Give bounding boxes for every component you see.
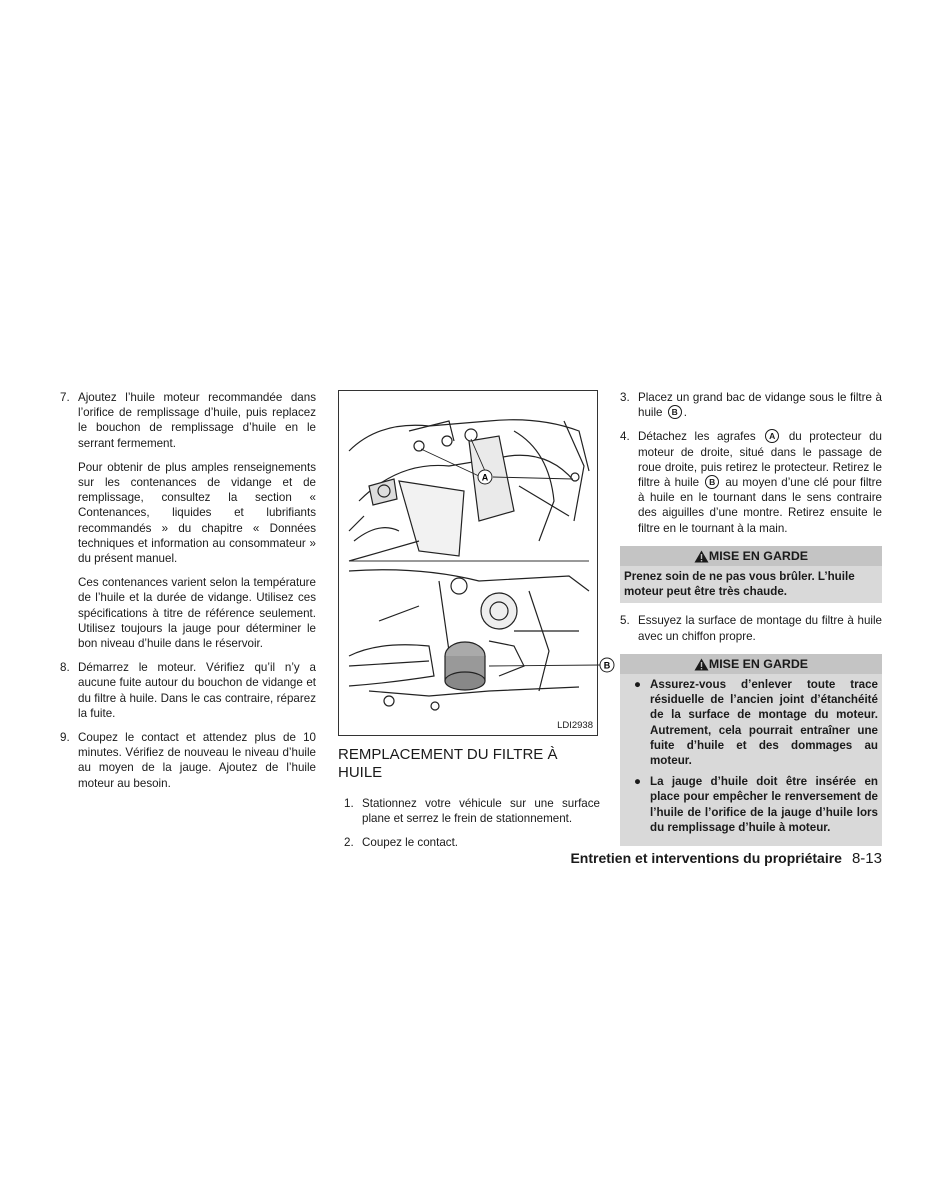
step-2 (338, 835, 600, 850)
step-text: Ces contenances varient selon la température de l’huile et la durée de vidange. Utilisez ces spécifications à titre de référence seulement. Utilisez toujours la jauge pour déterminer le bon niveau d’huile dans le réservoir. (78, 576, 316, 651)
warning-text: Prenez soin de ne pas vous brûler. L’huile moteur peut être très chaude. (624, 570, 855, 599)
callout-a-icon: A (765, 429, 779, 443)
warning-list (620, 674, 882, 846)
step-text: Pour obtenir de plus amples renseignements sur les contenances de vidange et de remplissage, consultez la section « Contenances, liquides et lubrifiants recommandés » du chapitre « Données techniques et information au consommateur » du présent manuel. (78, 460, 316, 566)
callout-b-icon: B (705, 475, 719, 489)
warning-title: MISE EN GARDE (708, 548, 809, 563)
step-number: 9. (60, 731, 70, 745)
warning-title: MISE EN GARDE (708, 656, 809, 671)
section-title: REMPLACEMENT DU FILTRE À HUILE (338, 746, 558, 781)
warning-box-2 (620, 654, 882, 846)
step-5 (620, 613, 882, 643)
step-8 (60, 660, 316, 721)
step-4 (620, 429, 882, 535)
figure-label-b: B (603, 660, 611, 671)
step-number: 1. (344, 797, 354, 810)
middle-column (338, 390, 611, 860)
step-text: au moyen d’une clé pour filtre à huile en le tournant dans le sens contraire des aiguilles d’une montre. Retirez ensuite le filtre en le tournant à la main. (638, 476, 882, 535)
step-9 (60, 730, 316, 791)
step-number: 3. (620, 391, 630, 404)
page-number: 8-13 (851, 850, 882, 867)
warning-triangle-icon (694, 658, 709, 671)
step-text: Détachez les agrafes (638, 430, 756, 444)
warning-bullet (634, 677, 878, 768)
step-7 (60, 390, 316, 651)
step-number: 7. (60, 391, 70, 404)
callout-b-icon: B (668, 405, 682, 419)
page-footer (520, 850, 882, 867)
bullet-icon: ● (634, 775, 642, 789)
step-text: Ajoutez l’huile moteur recommandée dans l’orifice de remplissage d’huile, puis replacez le bouchon de remplissage d’huile en le serrant fermement. (78, 391, 316, 450)
figure-label-a: A (481, 472, 489, 483)
bullet-icon: ● (634, 678, 642, 692)
step-text: Coupez le contact. (362, 836, 459, 850)
step-1 (338, 796, 600, 826)
step-text: Essuyez la surface de montage du filtre à huile avec un chiffon propre. (638, 614, 882, 643)
engine-illustration (338, 390, 611, 736)
bullet-text: La jauge d’huile doit être insérée en place pour empêcher le renversement de l’huile de l’orifice de la jauge d’huile lors du remplissage d’huile à moteur. (650, 775, 878, 834)
step-text-end: . (683, 406, 687, 420)
step-text: Placez un grand bac de vidange sous le filtre à huile (638, 391, 882, 420)
step-text: Démarrez le moteur. Vérifiez qu’il n’y a aucune fuite autour du bouchon de vidange et du filtre à huile. Dans le cas contraire, réparez la fuite. (78, 661, 316, 720)
chapter-title: Entretien et interventions du propriétaire (570, 850, 842, 866)
step-number: 2. (344, 836, 354, 850)
step-number: 4. (620, 430, 630, 444)
step-number: 5. (620, 614, 630, 628)
warning-bullet (634, 774, 878, 835)
left-column (60, 390, 316, 800)
engine-drawing (339, 391, 611, 737)
figure-code: LDI2938 (557, 719, 593, 731)
step-number: 8. (60, 661, 70, 675)
bullet-text: Assurez-vous d’enlever toute trace résiduelle de l’ancien joint d’étanchéité de la surface de montage du moteur. Autrement, cela pourrait entraîner une fuite d’huile et des dommages au moteur. (650, 678, 878, 768)
warning-triangle-icon (694, 550, 709, 563)
warning-box-1 (620, 546, 882, 604)
step-text: Coupez le contact et attendez plus de 10 minutes. Vérifiez de nouveau le niveau d’huile au moyen de la jauge. Ajoutez de l’huile moteur au besoin. (78, 731, 316, 790)
step-3 (620, 390, 882, 420)
step-text: Stationnez votre véhicule sur une surface plane et serrez le frein de stationnement. (362, 797, 600, 826)
step-text: du protecteur du moteur de droite, situé dans le passage de roue droite, puis retirez le protecteur. Retirez le filtre à huile (638, 430, 882, 490)
right-column (620, 390, 882, 856)
